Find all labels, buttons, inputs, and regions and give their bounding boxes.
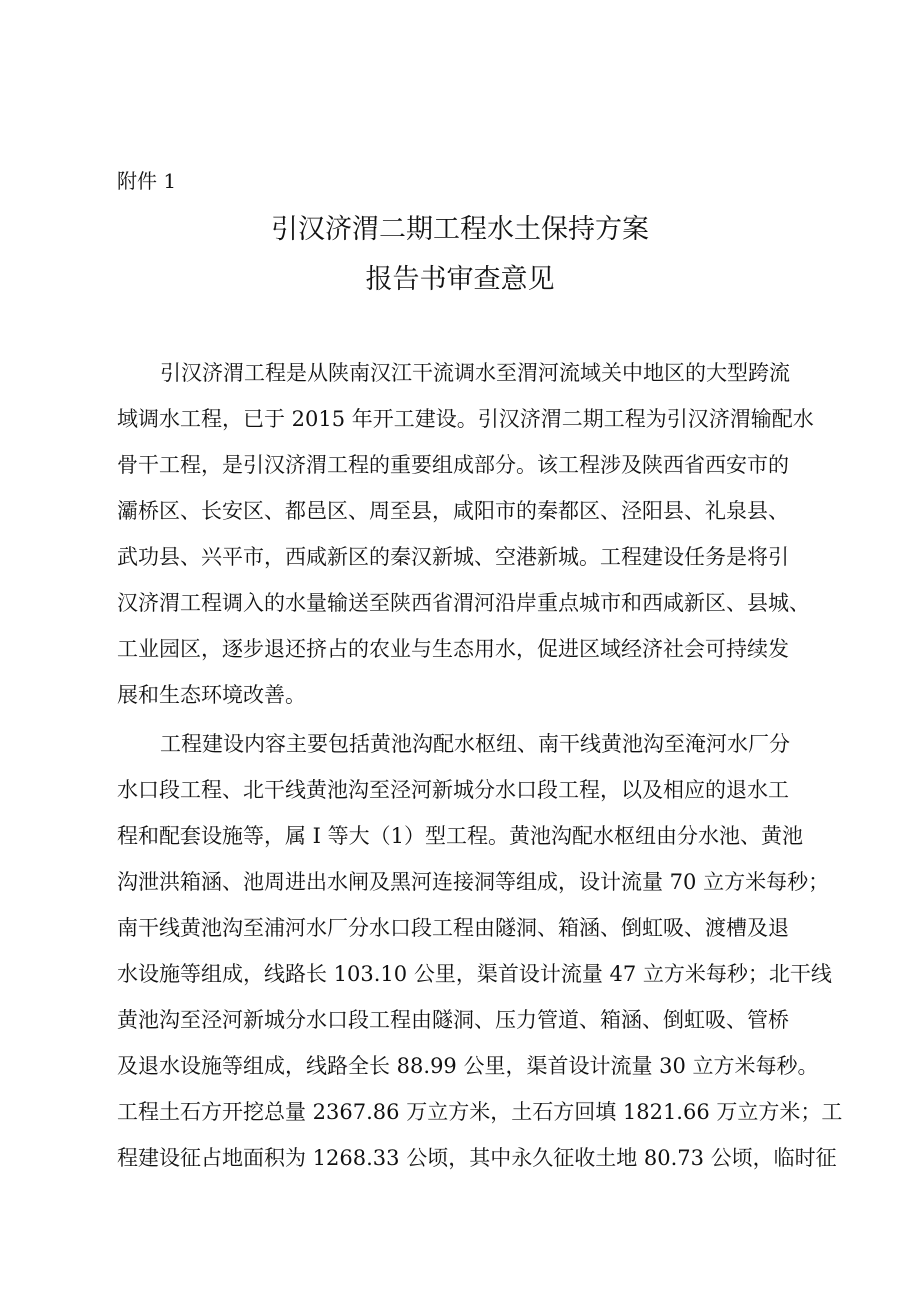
paragraph-line: 水设施等组成，线路长 103.10 公里，渠首设计流量 47 立方米每秒；北干线 [117, 962, 832, 986]
paragraph-line: 工业园区，逐步退还挤占的农业与生态用水，促进区域经济社会可持续发 [117, 637, 789, 661]
document-title-line-1: 引汉济渭二期工程水土保持方案 [271, 214, 649, 245]
paragraph-line: 南干线黄池沟至浦河水厂分水口段工程由隧洞、箱涵、倒虹吸、渡槽及退 [117, 916, 789, 940]
paragraph-line: 工程建设内容主要包括黄池沟配水枢纽、南干线黄池沟至淹河水厂分 [160, 732, 790, 756]
paragraph-line: 域调水工程，已于 2015 年开工建设。引汉济渭二期工程为引汉济渭输配水 [117, 407, 814, 431]
paragraph-line: 工程土石方开挖总量 2367.86 万立方米，土石方回填 1821.66 万立方米；工 [117, 1100, 843, 1124]
paragraph-line: 武功县、兴平市，西咸新区的秦汉新城、空港新城。工程建设任务是将引 [117, 545, 789, 569]
paragraph-line: 展和生态环境改善。 [117, 683, 306, 707]
document-title-line-2: 报告书审查意见 [365, 264, 555, 295]
paragraph-line: 引汉济渭工程是从陕南汉江干流调水至渭河流域关中地区的大型跨流 [160, 361, 790, 385]
paragraph-line: 及退水设施等组成，线路全长 88.99 公里，渠首设计流量 30 立方米每秒。 [117, 1054, 819, 1078]
paragraph-line: 汉济渭工程调入的水量输送至陕西省渭河沿岸重点城市和西咸新区、县城、 [117, 591, 810, 615]
paragraph-line: 黄池沟至泾河新城分水口段工程由隧洞、压力管道、箱涵、倒虹吸、管桥 [117, 1008, 789, 1032]
paragraph-line: 程建设征占地面积为 1268.33 公顷，其中永久征收土地 80.73 公顷，临时征 [117, 1146, 837, 1170]
paragraph-line: 灞桥区、长安区、都邑区、周至县，咸阳市的秦都区、泾阳县、礼泉县、 [117, 499, 789, 523]
paragraph-line: 程和配套设施等，属 I 等大（1）型工程。黄池沟配水枢纽由分水池、黄池 [117, 824, 804, 848]
attachment-label: 附件 1 [117, 169, 177, 193]
paragraph-line: 沟泄洪箱涵、池周进出水闸及黑河连接洞等组成，设计流量 70 立方米每秒； [117, 870, 830, 894]
paragraph-line: 水口段工程、北干线黄池沟至泾河新城分水口段工程，以及相应的退水工 [117, 778, 789, 802]
paragraph-line: 骨干工程，是引汉济渭工程的重要组成部分。该工程涉及陕西省西安市的 [117, 453, 789, 477]
